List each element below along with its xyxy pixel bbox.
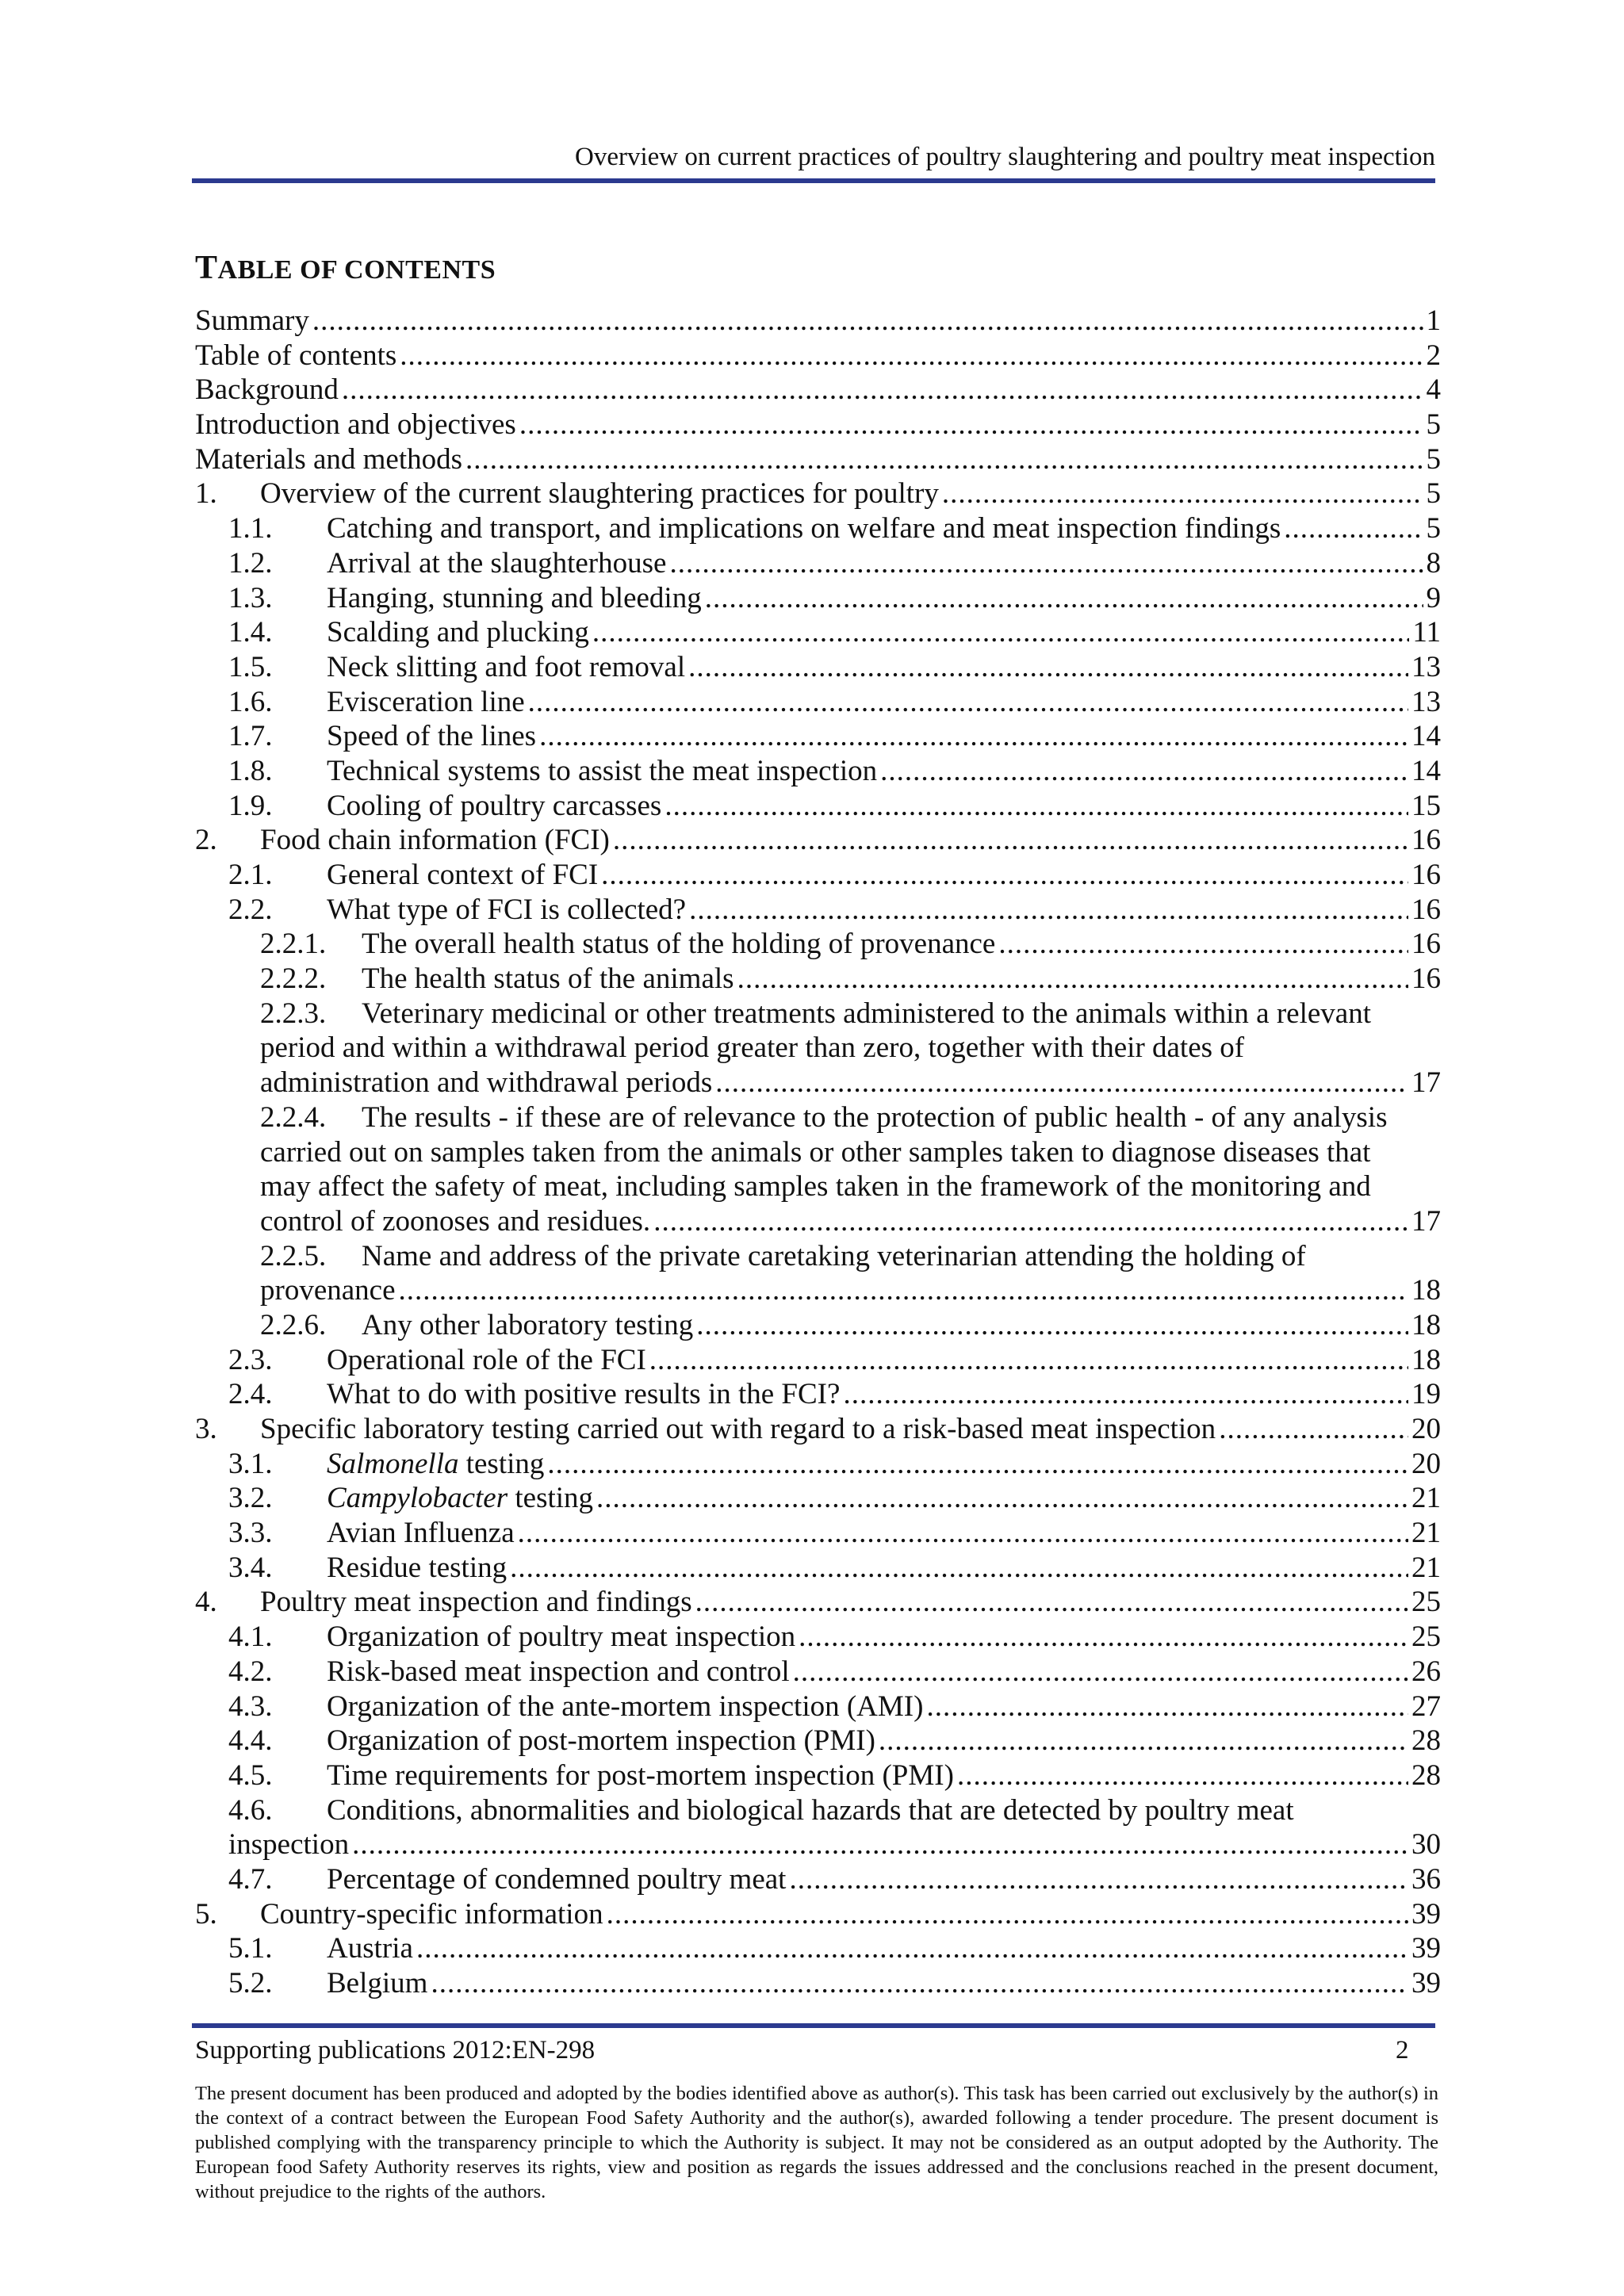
toc-entry-title (260, 1412, 1216, 1447)
toc-entry[interactable] (195, 304, 1441, 339)
toc-entry-page: 19 (1411, 1378, 1441, 1411)
toc-entry[interactable] (195, 615, 1441, 650)
toc-entry-title (327, 1551, 507, 1586)
toc-entry-page: 14 (1411, 720, 1441, 753)
toc-entry-title-text: Name and address of the private caretaking veterinarian attending the holding of (362, 1239, 1306, 1272)
toc-entry[interactable] (195, 1308, 1441, 1343)
toc-entry-page: 13 (1411, 650, 1441, 683)
toc-entry-title-text: The health status of the animals (362, 962, 734, 996)
toc-entry-continuation (195, 1135, 1441, 1170)
toc-entry[interactable] (195, 789, 1441, 824)
toc-entry-page: 20 (1411, 1413, 1441, 1445)
toc-entry-title (260, 823, 610, 858)
toc-entry-title (327, 650, 685, 685)
toc-entry[interactable] (195, 1412, 1441, 1447)
toc-leader-dots (688, 650, 1408, 685)
toc-entry-number: 3.2. (228, 1482, 273, 1515)
toc-leader-dots (689, 893, 1408, 928)
toc-heading (195, 249, 496, 287)
toc-entry[interactable] (195, 511, 1441, 546)
toc-entry[interactable] (195, 1447, 1441, 1482)
toc-entry-title-text: carried out on samples taken from the animals or other samples taken to diagnose diseases that (260, 1135, 1371, 1169)
toc-leader-dots (799, 1620, 1408, 1655)
toc-entry-number: 4.6. (228, 1793, 273, 1827)
toc-entry-number: 1.4. (228, 616, 273, 649)
toc-entry-number: 4.5. (228, 1758, 273, 1792)
toc-entry[interactable] (195, 476, 1441, 511)
toc-entry-title-text: Background (195, 373, 339, 407)
toc-entry-page: 5 (1426, 512, 1441, 545)
toc-entry-number: 1.2. (228, 546, 273, 580)
toc-entry-number: 3. (195, 1413, 217, 1445)
toc-entry[interactable] (195, 408, 1441, 442)
toc-heading-initial: T (195, 250, 218, 286)
toc-leader-dots (695, 1585, 1408, 1620)
toc-entry-number: 1.3. (228, 581, 273, 614)
toc-entry[interactable] (195, 1862, 1441, 1897)
toc-entry-title (327, 685, 525, 720)
toc-entry-title (362, 927, 995, 962)
toc-entry-page: 13 (1411, 685, 1441, 718)
toc-leader-dots (312, 304, 1423, 339)
toc-leader-dots (607, 1897, 1408, 1932)
toc-entry-page: 18 (1411, 1343, 1441, 1376)
toc-entry-page: 28 (1411, 1724, 1441, 1758)
toc-entry[interactable] (195, 650, 1441, 685)
toc-entry-number: 2.2.2. (260, 962, 327, 996)
toc-entry-number: 1.7. (228, 720, 273, 753)
toc-entry-title (327, 1516, 515, 1551)
toc-entry-title (327, 754, 877, 789)
toc-leader-dots (705, 581, 1423, 616)
toc-entry[interactable] (195, 1239, 1441, 1274)
toc-leader-dots (789, 1862, 1408, 1897)
toc-entry-title (327, 893, 686, 928)
toc-leader-dots (465, 442, 1423, 477)
toc-entry-title-text: Introduction and objectives (195, 408, 516, 442)
toc-leader-dots (669, 546, 1423, 581)
toc-entry-page: 25 (1411, 1621, 1441, 1654)
toc-entry-title-text: Avian Influenza (327, 1517, 515, 1550)
toc-entry[interactable] (195, 685, 1441, 720)
toc-entry-title-text: Organization of post-mortem inspection (PMI) (327, 1724, 875, 1758)
toc-leader-dots (547, 1447, 1408, 1482)
toc-entry-number: 2.2.4. (260, 1100, 327, 1134)
toc-entry-number: 3.4. (228, 1551, 273, 1584)
toc-entry-title (362, 1308, 693, 1343)
toc-entry-title (260, 1897, 603, 1932)
toc-leader-dots (519, 408, 1423, 442)
toc-entry-page: 16 (1411, 893, 1441, 926)
toc-entry-title (195, 442, 462, 477)
toc-entry[interactable] (195, 962, 1441, 997)
toc-entry-continuation (195, 1169, 1441, 1204)
toc-entry[interactable] (195, 1931, 1441, 1966)
toc-entry-page: 39 (1411, 1932, 1441, 1965)
toc-entry-continuation (195, 1827, 1441, 1862)
toc-entry[interactable] (195, 823, 1441, 858)
toc-entry-page: 16 (1411, 859, 1441, 891)
toc-entry[interactable] (195, 1793, 1441, 1828)
toc-entry-title-text: Percentage of condemned poultry meat (327, 1862, 787, 1896)
toc-entry-title (327, 1377, 840, 1412)
toc-entry[interactable] (195, 373, 1441, 408)
toc-entry-number: 5. (195, 1897, 217, 1931)
toc-leader-dots (880, 754, 1408, 789)
running-header: Overview on current practices of poultry slaughtering and poultry meat inspection (574, 143, 1435, 171)
toc-entry-number: 4.3. (228, 1689, 273, 1723)
toc-entry-title (327, 1689, 923, 1724)
toc-leader-dots (518, 1516, 1408, 1551)
toc-entry-title (327, 719, 536, 754)
disclaimer: The present document has been produced and adopted by the bodies identified above as author(s). This task has been carried out exclusively by the author(s) in the context of a contract between the European Food Safety Authority and the author(s), awarded following a tender procedure. The present document is published complying with the transparency principle to which the Authority is subject. It may not be considered as an output adopted by the Authority. The European food Safety Authority reserves its rights, view and position as regards the issues addressed and the conclusions reached in the present document, without prejudice to the rights of the authors. (195, 2083, 1438, 2202)
toc-entry-number: 2.2. (228, 893, 273, 926)
toc-entry-title-text: The results - if these are of relevance to the protection of public health - of any analysis (362, 1100, 1388, 1134)
toc-entry[interactable] (195, 927, 1441, 962)
toc-entry-page: 5 (1426, 477, 1441, 511)
toc-entry-page: 16 (1411, 824, 1441, 857)
toc-leader-dots (1284, 511, 1423, 546)
toc-leader-dots (416, 1931, 1408, 1966)
toc-entry-number: 1.8. (228, 754, 273, 787)
toc-entry-page: 18 (1411, 1274, 1441, 1307)
toc-entry-page: 36 (1411, 1862, 1441, 1896)
toc-leader-dots (926, 1689, 1408, 1724)
toc-entry-title-text: Poultry meat inspection and findings (260, 1586, 692, 1619)
toc-leader-dots (601, 858, 1408, 893)
toc-entry-page: 15 (1411, 789, 1441, 822)
toc-entry-title-text: provenance (260, 1274, 396, 1307)
toc-entry-title-text: Conditions, abnormalities and biological hazards that are detected by poultry meat (327, 1793, 1294, 1827)
toc-entry-page: 27 (1411, 1689, 1441, 1723)
toc-entry-number: 4.7. (228, 1862, 273, 1896)
toc-entry-title-text: Risk-based meat inspection and control (327, 1655, 790, 1688)
toc-entry-title-text: What type of FCI is collected? (327, 893, 687, 926)
publication-reference: Supporting publications 2012:EN-298 (195, 2036, 596, 2064)
toc-entry[interactable] (195, 1655, 1441, 1689)
toc-entry-title (195, 408, 516, 442)
toc-entry-number: 4.1. (228, 1621, 273, 1654)
toc-entry-title (327, 1481, 593, 1516)
toc-leader-dots (793, 1655, 1408, 1689)
toc-entry-page: 39 (1411, 1897, 1441, 1931)
toc-entry[interactable] (195, 1620, 1441, 1655)
toc-entry-title-text: Table of contents (195, 339, 397, 372)
toc-entry-title-text: Scalding and plucking (327, 616, 589, 649)
toc-entry-title-text: Residue testing (327, 1551, 508, 1584)
toc-leader-dots (400, 339, 1423, 373)
toc-entry-title-text: administration and withdrawal periods (260, 1066, 713, 1100)
toc-entry-title (195, 373, 339, 408)
toc-entry-page: 28 (1411, 1758, 1441, 1792)
toc-entry-title (327, 1620, 795, 1655)
toc-entry-title (260, 1585, 692, 1620)
toc-entry-title-text: Summary (195, 304, 309, 337)
toc-entry[interactable] (195, 858, 1441, 893)
toc-entry[interactable] (195, 1724, 1441, 1758)
toc-entry-title (362, 962, 734, 997)
header-rule (192, 178, 1435, 183)
toc-entry-title (327, 1758, 954, 1793)
toc-entry-number: 2.4. (228, 1378, 273, 1411)
toc-entry-page: 21 (1411, 1482, 1441, 1515)
toc-entry-page: 5 (1426, 408, 1441, 442)
toc-leader-dots (399, 1273, 1408, 1308)
toc-entry-page: 8 (1426, 546, 1441, 580)
toc-entry-title (327, 1447, 544, 1482)
toc-leader-dots (352, 1827, 1408, 1862)
toc-entry-number: 2.3. (228, 1343, 273, 1376)
toc-entry-number: 1.6. (228, 685, 273, 718)
toc-entry-title-text: The overall health status of the holding of provenance (362, 928, 996, 961)
toc-entry-number: 5.1. (228, 1932, 273, 1965)
toc-entry-title (327, 789, 661, 824)
toc-entry-title-text: Veterinary medicinal or other treatments administered to the animals within a relevant (362, 997, 1371, 1030)
toc-entry-title-text: Hanging, stunning and bleeding (327, 581, 702, 614)
toc-entry-number: 3.3. (228, 1517, 273, 1550)
toc-entry-page: 18 (1411, 1308, 1441, 1341)
toc-entry-title-text: Speed of the lines (327, 720, 537, 753)
toc-entry-title-text: Arrival at the slaughterhouse (327, 546, 667, 580)
toc-entry-title (362, 1100, 1387, 1135)
toc-entry-title (327, 1724, 875, 1758)
toc-entry-number: 2. (195, 824, 217, 857)
table-of-contents (195, 304, 1441, 2001)
toc-entry-number: 5.2. (228, 1967, 273, 1999)
toc-entry-number: 4.4. (228, 1724, 273, 1758)
toc-entry-title-text: testing (508, 1482, 594, 1515)
toc-entry[interactable] (195, 1516, 1441, 1551)
toc-leader-dots (592, 615, 1409, 650)
toc-entry-title (327, 858, 598, 893)
footer-rule (192, 2023, 1435, 2028)
toc-entry-continuation (195, 1273, 1441, 1308)
toc-leader-dots (665, 789, 1408, 824)
toc-entry-page: 5 (1426, 442, 1441, 476)
toc-entry[interactable] (195, 546, 1441, 581)
toc-entry[interactable] (195, 893, 1441, 928)
toc-entry-title-text: General context of FCI (327, 859, 599, 891)
toc-entry-title-text: Time requirements for post-mortem inspection (PMI) (327, 1758, 954, 1792)
toc-entry-page: 4 (1426, 373, 1441, 407)
toc-leader-dots (879, 1724, 1408, 1758)
toc-entry-continuation (195, 1204, 1441, 1239)
toc-leader-dots (737, 962, 1408, 997)
toc-entry[interactable] (195, 581, 1441, 616)
toc-entry-title-text: Technical systems to assist the meat inspection (327, 754, 878, 787)
toc-entry-title-text: Cooling of poultry carcasses (327, 789, 662, 822)
toc-entry-title-italic: Salmonella (327, 1447, 459, 1480)
toc-entry-page: 9 (1426, 581, 1441, 614)
toc-entry-title (260, 476, 939, 511)
toc-entry-page: 21 (1411, 1517, 1441, 1550)
toc-leader-dots (539, 719, 1408, 754)
toc-entry-continuation (195, 1066, 1441, 1100)
toc-entry-title (327, 615, 589, 650)
toc-entry-page: 17 (1411, 1066, 1441, 1100)
toc-entry[interactable] (195, 1897, 1441, 1932)
toc-entry-title-text: Austria (327, 1932, 413, 1965)
toc-entry-title-italic: Campylobacter (327, 1482, 508, 1515)
toc-entry-title (327, 1931, 413, 1966)
toc-entry-title-text: Food chain information (FCI) (260, 824, 610, 857)
toc-entry-title (195, 339, 396, 373)
toc-entry-page: 21 (1411, 1551, 1441, 1584)
toc-entry-page: 39 (1411, 1967, 1441, 1999)
toc-leader-dots (528, 685, 1408, 720)
toc-entry[interactable] (195, 442, 1441, 477)
toc-entry-title (327, 546, 666, 581)
toc-leader-dots (1219, 1412, 1408, 1447)
toc-entry[interactable] (195, 1551, 1441, 1586)
toc-entry-title-text: Belgium (327, 1967, 428, 1999)
toc-entry-page: 1 (1426, 304, 1441, 337)
toc-entry[interactable] (195, 1758, 1441, 1793)
toc-leader-dots (510, 1551, 1408, 1586)
toc-entry-number: 1.5. (228, 650, 273, 683)
toc-entry-page: 14 (1411, 754, 1441, 787)
toc-entry-page: 20 (1411, 1447, 1441, 1480)
toc-heading-rest: ABLE OF CONTENTS (217, 255, 496, 285)
toc-entry[interactable] (195, 1689, 1441, 1724)
toc-entry-page: 25 (1411, 1586, 1441, 1619)
toc-entry-title (327, 1343, 646, 1378)
toc-leader-dots (942, 476, 1423, 511)
toc-entry-title-text: Materials and methods (195, 442, 463, 476)
toc-entry-number: 2.2.3. (260, 997, 327, 1030)
toc-entry-title-text: What to do with positive results in the FCI? (327, 1378, 841, 1411)
toc-leader-dots (843, 1377, 1408, 1412)
toc-entry-page: 16 (1411, 928, 1441, 961)
toc-entry-title-text: Any other laboratory testing (362, 1308, 694, 1341)
toc-entry-number: 2.2.1. (260, 928, 327, 961)
toc-entry-title (327, 1655, 790, 1689)
toc-entry[interactable] (195, 719, 1441, 754)
toc-entry-title-text: Catching and transport, and implications on welfare and meat inspection findings (327, 512, 1281, 545)
toc-entry-number: 2.2.5. (260, 1239, 327, 1272)
toc-leader-dots (653, 1204, 1408, 1239)
toc-entry-title (327, 1966, 427, 2001)
toc-leader-dots (649, 1343, 1408, 1378)
toc-entry-title (195, 304, 309, 339)
toc-entry-title-text: testing (458, 1447, 545, 1480)
toc-entry-title-text: Country-specific information (260, 1897, 603, 1931)
toc-leader-dots (715, 1066, 1408, 1100)
toc-entry-title-text: inspection (228, 1828, 350, 1862)
toc-entry-number: 1.9. (228, 789, 273, 822)
toc-entry-title-text: Neck slitting and foot removal (327, 650, 686, 683)
toc-entry[interactable] (195, 1585, 1441, 1620)
toc-entry-title (327, 1793, 1294, 1828)
page-number: 2 (1396, 2036, 1409, 2064)
toc-leader-dots (613, 823, 1408, 858)
toc-leader-dots (431, 1966, 1408, 2001)
toc-entry-page: 2 (1426, 339, 1441, 372)
toc-entry[interactable] (195, 339, 1441, 373)
toc-entry-title (327, 1862, 786, 1897)
toc-entry-number: 3.1. (228, 1447, 273, 1480)
toc-entry[interactable] (195, 1100, 1441, 1135)
toc-entry-title-text: period and within a withdrawal period greater than zero, together with their dates of (260, 1031, 1245, 1065)
toc-entry-title-text: Operational role of the FCI (327, 1343, 646, 1376)
toc-entry-page: 11 (1412, 616, 1441, 649)
toc-entry-title (362, 1239, 1306, 1274)
toc-entry[interactable] (195, 1966, 1441, 2001)
toc-entry-title (327, 511, 1281, 546)
toc-entry[interactable] (195, 997, 1441, 1031)
toc-leader-dots (596, 1481, 1408, 1516)
toc-entry-number: 2.1. (228, 859, 273, 891)
toc-leader-dots (998, 927, 1408, 962)
toc-entry-title-text: Evisceration line (327, 685, 525, 718)
toc-leader-dots (696, 1308, 1408, 1343)
toc-entry-number: 1.1. (228, 512, 273, 545)
toc-entry-number: 4. (195, 1586, 217, 1619)
toc-entry-title (327, 581, 702, 616)
toc-entry[interactable] (195, 754, 1441, 789)
toc-entry-title (362, 997, 1371, 1031)
toc-entry[interactable] (195, 1377, 1441, 1412)
toc-entry-number: 2.2.6. (260, 1308, 327, 1341)
toc-leader-dots (342, 373, 1423, 408)
toc-entry-number: 1. (195, 477, 217, 511)
toc-entry-title-text: may affect the safety of meat, including samples taken in the framework of the monitoring and (260, 1170, 1371, 1203)
toc-leader-dots (957, 1758, 1408, 1793)
toc-entry-title-text: Organization of poultry meat inspection (327, 1621, 796, 1654)
toc-entry[interactable] (195, 1481, 1441, 1516)
toc-entry-page: 16 (1411, 962, 1441, 996)
toc-entry-title-text: Specific laboratory testing carried out with regard to a risk-based meat inspection (260, 1413, 1216, 1445)
toc-entry-title-text: Organization of the ante-mortem inspection (AMI) (327, 1689, 924, 1723)
toc-entry-title-text: Overview of the current slaughtering practices for poultry (260, 477, 939, 511)
toc-entry-number: 4.2. (228, 1655, 273, 1688)
toc-entry-page: 17 (1411, 1204, 1441, 1238)
toc-entry-page: 26 (1411, 1655, 1441, 1688)
toc-entry[interactable] (195, 1343, 1441, 1378)
toc-entry-continuation (195, 1031, 1441, 1066)
toc-entry-title-text: control of zoonoses and residues. (260, 1204, 651, 1238)
toc-entry-page: 30 (1411, 1828, 1441, 1862)
